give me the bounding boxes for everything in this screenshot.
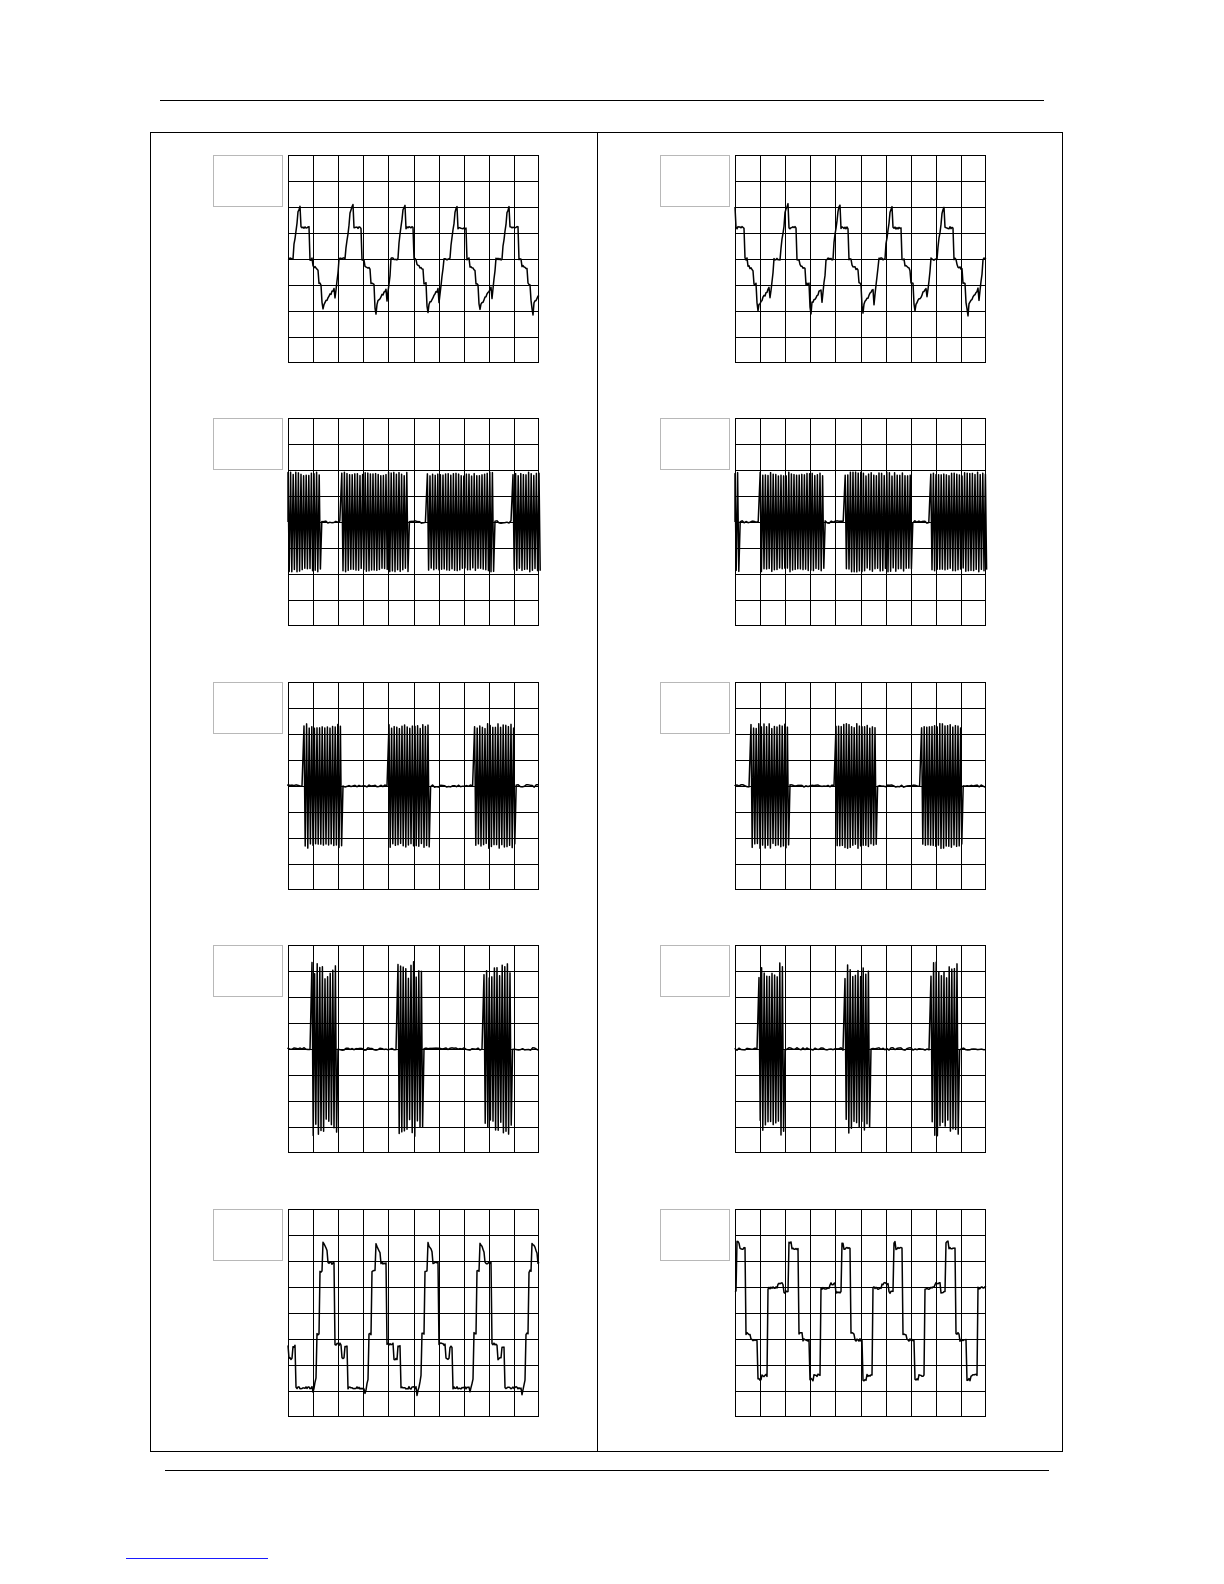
column-divider	[597, 132, 598, 1452]
waveform-label-box	[660, 1209, 730, 1261]
waveform-trace	[735, 962, 986, 1136]
oscilloscope-screen	[735, 682, 986, 890]
waveform-trace	[288, 724, 538, 849]
scope-svg	[735, 1209, 986, 1417]
waveform-label-box	[213, 1209, 283, 1261]
scope-svg	[288, 418, 539, 626]
scope-grid	[288, 1209, 539, 1417]
scope-svg	[288, 682, 539, 890]
waveform-trace	[735, 472, 987, 572]
scope-svg	[735, 682, 986, 890]
scope-svg	[288, 155, 539, 363]
waveform-trace	[735, 1241, 986, 1381]
oscilloscope-screen	[288, 155, 539, 363]
oscilloscope-screen	[288, 945, 539, 1153]
oscilloscope-screen	[735, 155, 986, 363]
waveform-trace	[288, 962, 539, 1136]
waveform-label-box	[660, 418, 730, 470]
oscilloscope-screen	[735, 418, 986, 626]
oscilloscope-screen	[288, 682, 539, 890]
waveform-label-box	[660, 682, 730, 734]
scope-svg	[735, 418, 986, 626]
oscilloscope-screen	[735, 1209, 986, 1417]
oscilloscope-screen	[288, 418, 539, 626]
oscilloscope-screen	[288, 1209, 539, 1417]
oscilloscope-screen	[735, 945, 986, 1153]
waveform-label-box	[660, 945, 730, 997]
waveform-trace	[735, 724, 985, 849]
waveform-label-box	[213, 682, 283, 734]
waveform-label-box	[213, 155, 283, 207]
scope-grid	[735, 1209, 986, 1417]
scope-svg	[735, 945, 986, 1153]
waveform-label-box	[213, 418, 283, 470]
scope-grid	[735, 155, 986, 363]
scope-svg	[735, 155, 986, 363]
footer-rule	[165, 1470, 1049, 1471]
scope-svg	[288, 945, 539, 1153]
waveform-label-box	[660, 155, 730, 207]
footer-link-underline[interactable]	[126, 1558, 268, 1559]
waveform-label-box	[213, 945, 283, 997]
waveform-trace	[288, 1242, 539, 1395]
header-rule	[160, 100, 1044, 101]
scope-svg	[288, 1209, 539, 1417]
